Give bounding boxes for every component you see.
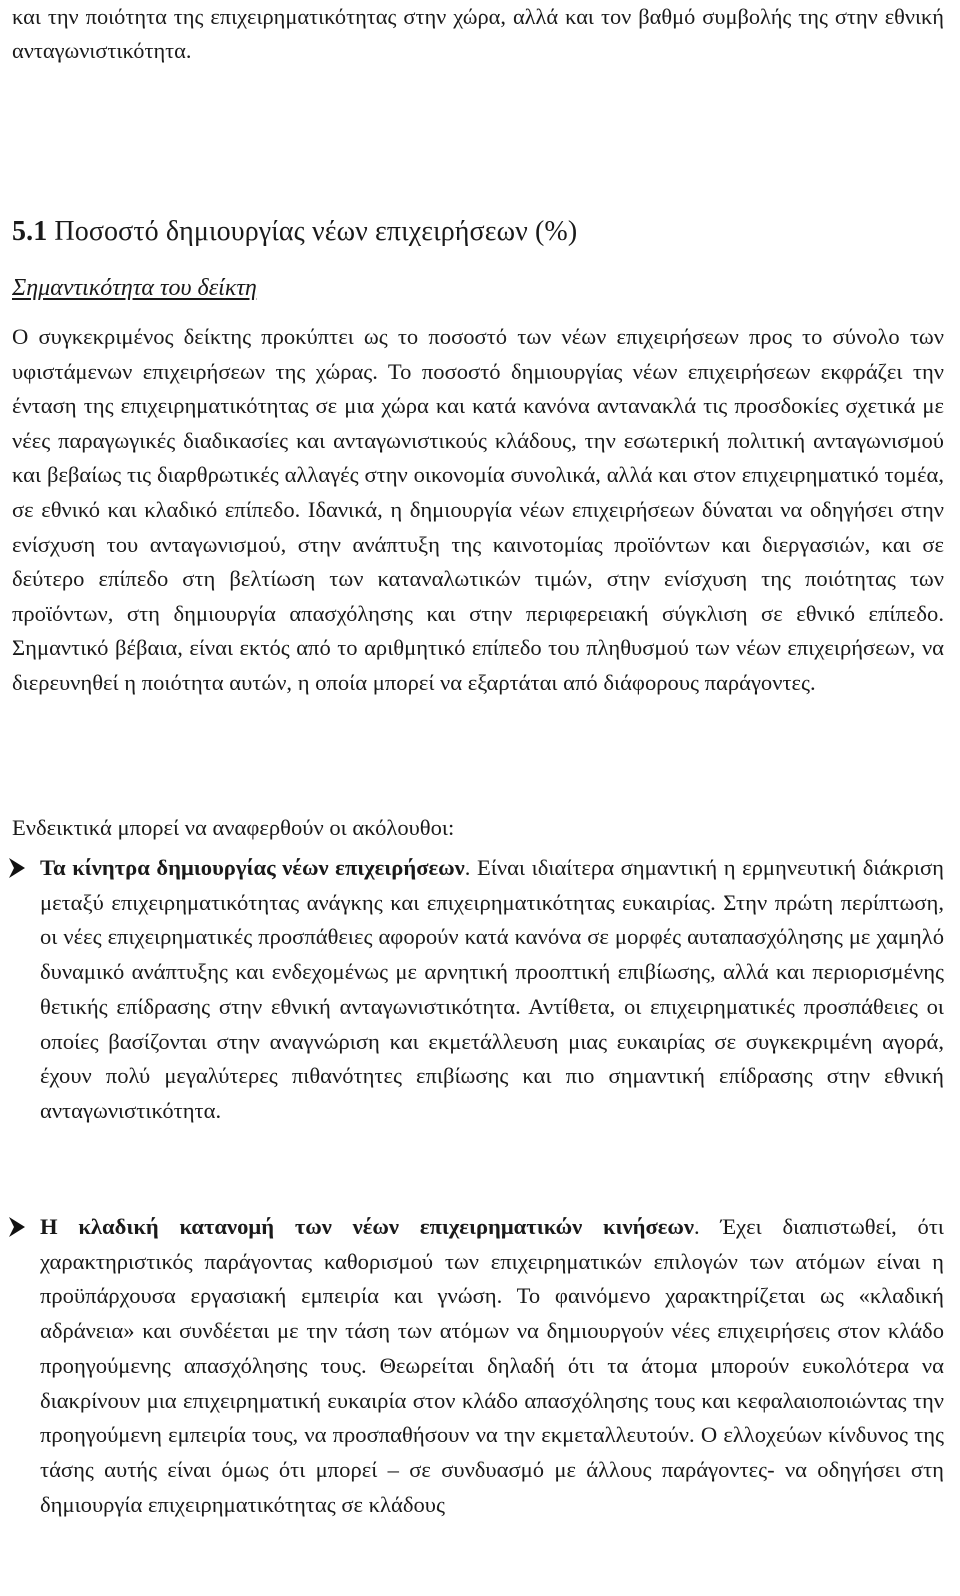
bullet-heading: Η κλαδική κατανομή των νέων επιχειρηματικών κινήσεων <box>40 1214 695 1239</box>
bullet-text: . Είναι ιδιαίτερα σημαντική η ερμηνευτική διάκριση μεταξύ επιχειρηματικότητας ανάγκης και επιχειρηματικότητας ευκαιρίας. Στην πρώτη περίπτωση, οι νέες επιχειρηματικές προσπάθειες αφορούν κατά κανόνα σε μορφές αυταπασχόλησης με χαμηλό δυναμικό ανάπτυξης και ενδεχομένως με αρνητική προοπτική επιβίωσης, αλλά και περιορισμένης θετικής επίδρασης στην εθνική ανταγωνιστικότητα. Αντίθετα, οι επιχειρηματικές προσπάθειες οι οποίες βασίζονται στην αναγνώριση και εκμετάλλευση μιας ευκαιρίας σε συγκεκριμένη αγορά, έχουν πολύ μεγαλύτερες πιθανότητες επιβίωσης και πιο σημαντική επίδρασης στην εθνική ανταγωνιστικότητα. <box>40 855 944 1123</box>
section-subheading: Σημαντικότητα του δείκτη <box>12 275 257 301</box>
bullet-text: . Έχει διαπιστωθεί, ότι χαρακτηριστικός παράγοντας καθορισμού των επιχειρηματικών επιλογών των ατόμων είναι η προϋπάρχουσα εργασιακή εμπειρία και γνώση. Το φαινόμενο χαρακτηρίζεται ως «κλαδική αδράνεια» και συνδέεται με την τάση των ατόμων να δημιουργούν νέες επιχειρήσεις στον κλάδο προηγούμενης απασχόλησης τους. Θεωρείται δηλαδή ότι τα άτομα μπορούν ευκολότερα να διακρίνουν μια επιχειρηματική ευκαιρία στον κλάδο απασχόλησης τους και κεφαλαιοποιώντας την προηγούμενη εμπειρία τους, να προσπαθήσουν να την εκμεταλλευτούν. Ο ελλοχεύων κίνδυνος της τάσης αυτής είναι όμως ότι μπορεί – σε συνδυασμό με άλλους παράγοντες- να οδηγήσει στη δημιουργία επιχειρηματικότητας σε κλάδους <box>40 1214 944 1517</box>
bullet-item <box>0 1210 944 1522</box>
list-lead-in: Ενδεικτικά μπορεί να αναφερθούν οι ακόλουθοι: <box>12 815 455 840</box>
bullet-list-2 <box>0 1210 944 1522</box>
section-number: 5.1 <box>12 216 48 247</box>
body-paragraph: Ο συγκεκριμένος δείκτης προκύπτει ως το ποσοστό των νέων επιχειρήσεων προς το σύνολο των υφιστάμενων επιχειρήσεων της χώρας. Το ποσοστό δημιουργίας νέων επιχειρήσεων εκφράζει την ένταση της επιχειρηματικότητας σε μια χώρα και κατά κανόνα αντανακλά τις προσδοκίες σχετικά με νέες παραγωγικές διαδικασίες και ανταγωνιστικούς κλάδους, την εσωτερική πολιτική ανταγωνισμού και βεβαίως τις διαρθρωτικές αλλαγές στην οικονομία συνολικά, αλλά και στον επιχειρηματικό τομέα, σε εθνικό και κλαδικό επίπεδο. Ιδανικά, η δημιουργία νέων επιχειρήσεων δύναται να οδηγήσει στην ενίσχυση του ανταγωνισμού, στην ανάπτυξη της καινοτομίας προϊόντων και διεργασιών, και σε δεύτερο επίπεδο στη βελτίωση των καταναλωτικών τιμών, στην ενίσχυση της ποιότητας των προϊόντων, στη δημιουργία απασχόλησης και στην περιφερειακή σύγκλιση σε εθνικό επίπεδο. Σημαντικό βέβαια, είναι εκτός από το αριθμητικό επίπεδο του πληθυσμού των νέων επιχειρήσεων, να διερευνηθεί η ποιότητα αυτών, η οποία μπορεί να εξαρτάται από διάφορους παράγοντες. <box>12 324 944 695</box>
bullet-item <box>0 851 944 1129</box>
arrowhead-bullet-icon <box>6 851 28 885</box>
intro-paragraph: και την ποιότητα της επιχειρηματικότητας στην χώρα, αλλά και τον βαθμό συμβολής της στην εθνική ανταγωνιστικότητα. <box>12 4 944 63</box>
section-title <box>12 212 577 252</box>
bullet-list-1 <box>0 851 944 1129</box>
bullet-heading: Τα κίνητρα δημιουργίας νέων επιχειρήσεων <box>40 855 465 880</box>
section-title-text: Ποσοστό δημιουργίας νέων επιχειρήσεων (%) <box>54 216 578 247</box>
arrowhead-bullet-icon <box>6 1210 28 1244</box>
